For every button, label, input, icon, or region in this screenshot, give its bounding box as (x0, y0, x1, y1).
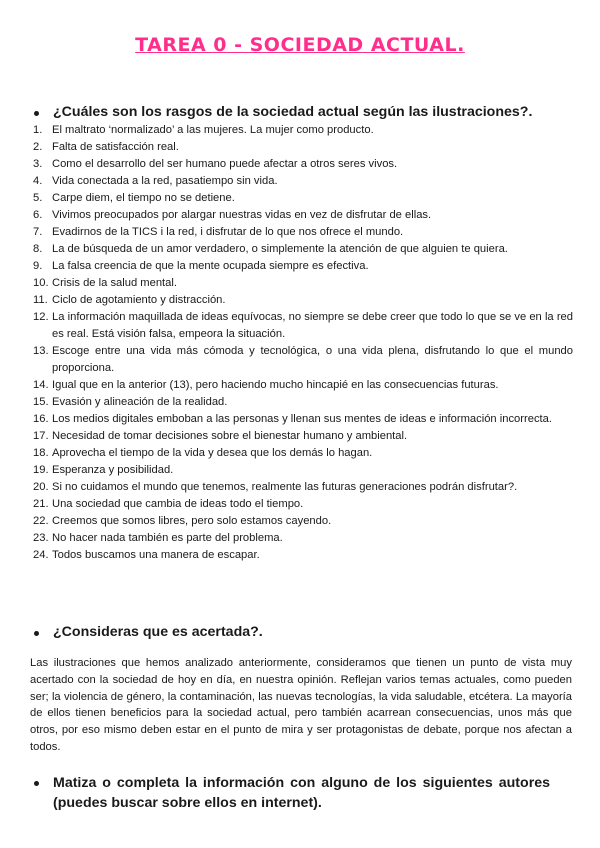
list-item: 17. Necesidad de tomar decisiones sobre el bienestar humano y ambiental. (33, 430, 408, 442)
list-item: 4. Vida conectada a la red, pasatiempo sin vida. (33, 175, 278, 187)
list-item: 1. El maltrato ‘normalizado’ a las mujeres. La mujer como producto. (33, 124, 374, 136)
list-item: 15. Evasión y alineación de la realidad. (33, 396, 228, 408)
question-3 (34, 773, 550, 813)
bullet-icon (34, 781, 39, 786)
question-1-text: ¿Cuáles son los rasgos de la sociedad actual según las ilustraciones?. (53, 104, 533, 120)
list-item: 23. No hacer nada también es parte del problema. (33, 532, 283, 544)
list-item: 24. Todos buscamos una manera de escapar. (33, 549, 260, 561)
list-item: 19. Esperanza y posibilidad. (33, 464, 174, 476)
answer-paragraph: Las ilustraciones que hemos analizado anteriormente, consideramos que tienen un punto de vista muy acertado con la sociedad de hoy en día, en nuestra opinión. Reflejan varios temas actuales, como pueden ser; la violencia de género, la contaminación, las nuevas tecnologías, la vida saludable, etcétera. La mayoría de ellos tienen beneficios para la sociedad actual, pero también acarrean consecuencias, unos más que otros, por eso mismo deben estar en el punto de mira y ser protagonistas de debate, porque nos afectan a todos. (30, 657, 572, 753)
question-2 (34, 624, 263, 640)
question-1 (34, 104, 532, 120)
question-3-text: Matiza o completa la información con alguno de los siguientes autores (puedes buscar sobre ellos en internet). (53, 775, 550, 811)
list-item: 2. Falta de satisfacción real. (33, 141, 179, 153)
list-item: 13. Escoge entre una vida más cómoda y tecnológica, o una vida plena, disfrutando lo que el mundo proporciona. (33, 345, 573, 374)
list-item: 18. Aprovecha el tiempo de la vida y desea que los demás lo hagan. (33, 447, 373, 459)
list-item: 7. Evadirnos de la TICS i la red, i disfrutar de lo que nos ofrece el mundo. (33, 226, 404, 238)
list-item: 10. Crisis de la salud mental. (33, 277, 177, 289)
list-item: 8. La de búsqueda de un amor verdadero, o simplemente la atención de que alguien te quiera. (33, 243, 508, 255)
list-item: 20. Si no cuidamos el mundo que tenemos, realmente las futuras generaciones podrán disfrutar?. (33, 481, 518, 493)
list-item: 22. Creemos que somos libres, pero solo estamos cayendo. (33, 515, 332, 527)
list-item: 6. Vivimos preocupados por alargar nuestras vidas en vez de disfrutar de ellas. (33, 209, 432, 221)
list-item: 3. Como el desarrollo del ser humano puede afectar a otros seres vivos. (33, 158, 398, 170)
features-list (33, 122, 573, 564)
list-item: 14. Igual que en la anterior (13), pero haciendo mucho hincapié en las consecuencias futuras. (33, 379, 499, 391)
list-item: 21. Una sociedad que cambia de ideas todo el tiempo. (33, 498, 304, 510)
list-item: 16. Los medios digitales emboban a las personas y llenan sus mentes de ideas e información incorrecta. (33, 413, 552, 425)
bullet-icon (34, 631, 39, 636)
list-item: 12. La información maquillada de ideas equívocas, no siempre se debe creer que todo lo que se ve en la red es real. Está visión falsa, empeora la situación. (33, 311, 573, 340)
page-title: TAREA 0 - SOCIEDAD ACTUAL. (135, 34, 465, 56)
list-item: 9. La falsa creencia de que la mente ocupada siempre es efectiva. (33, 260, 369, 272)
question-2-text: ¿Consideras que es acertada?. (53, 624, 263, 640)
bullet-icon (34, 111, 39, 116)
list-item: 11. Ciclo de agotamiento y distracción. (33, 294, 226, 306)
list-item: 5. Carpe diem, el tiempo no se detiene. (33, 192, 235, 204)
